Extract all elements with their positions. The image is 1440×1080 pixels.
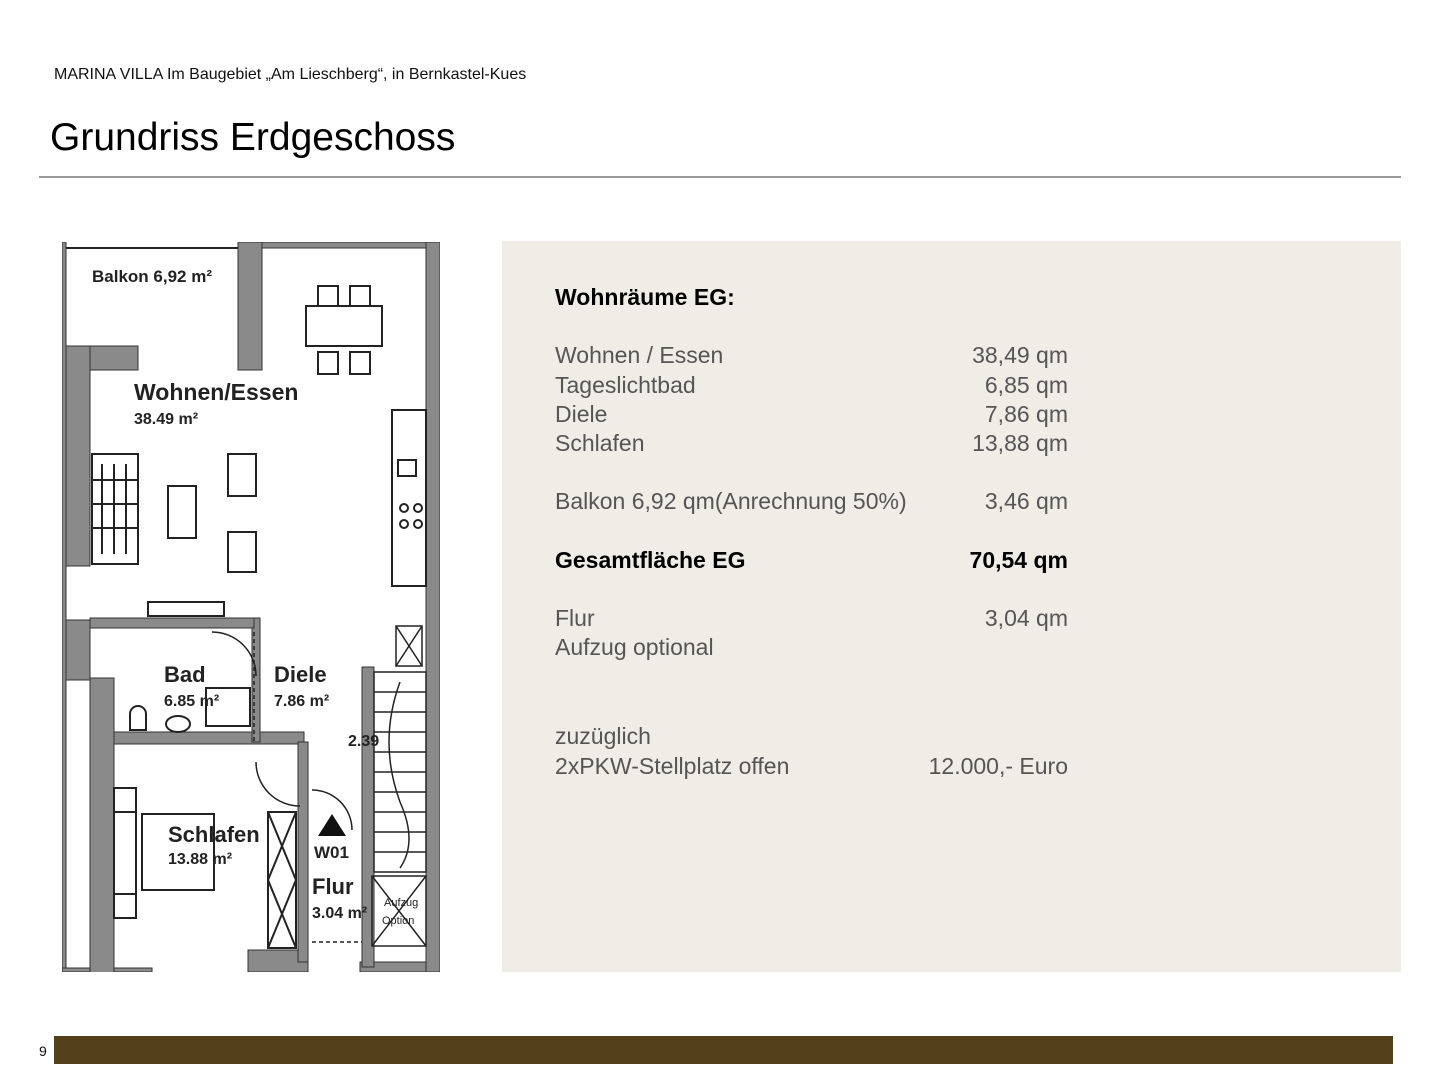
floor-plan — [62, 242, 440, 972]
corridor-area: 3.04 m² — [312, 905, 368, 922]
elevator-label-2: Option — [382, 915, 415, 927]
hall-label: Diele — [274, 662, 327, 687]
area-row-schlafen — [555, 430, 1068, 460]
entrance-label: W01 — [314, 843, 349, 862]
area-summary-panel — [502, 241, 1401, 972]
extra-costs-heading: zuzüglich — [555, 723, 651, 749]
area-row-flur — [555, 605, 1068, 635]
area-row-total — [555, 547, 1068, 577]
footer-bar — [54, 1036, 1393, 1064]
area-row-label: Balkon 6,92 qm(Anrechnung 50%) — [555, 488, 907, 514]
area-row-label: Tageslichtbad — [555, 372, 696, 398]
total-value: 70,54 qm — [969, 547, 1068, 573]
summary-heading: Wohnräume EG: — [555, 284, 735, 310]
parking-row — [555, 753, 1068, 783]
elevator-note: Aufzug optional — [555, 634, 714, 660]
living-room-area: 38.49 m² — [134, 411, 199, 428]
page-title: Grundriss Erdgeschoss — [50, 116, 456, 159]
area-row-value: 3,46 qm — [984, 488, 1068, 514]
area-row-label: Diele — [555, 401, 608, 427]
bedroom-label: Schlafen — [168, 822, 260, 847]
area-row-label: Schlafen — [555, 430, 645, 456]
area-row-value: 3,04 qm — [984, 605, 1068, 631]
bath-area: 6.85 m² — [164, 693, 220, 710]
area-row-value: 7,86 qm — [984, 401, 1068, 427]
bath-label: Bad — [164, 662, 206, 687]
title-divider — [39, 176, 1401, 178]
area-row-value: 13,88 qm — [972, 430, 1068, 456]
area-row-bad — [555, 372, 1068, 402]
balcony-label: Balkon 6,92 m² — [92, 267, 212, 286]
bedroom-area: 13.88 m² — [168, 851, 233, 868]
parking-label: 2xPKW-Stellplatz offen — [555, 753, 790, 779]
area-row-label: Flur — [555, 605, 595, 631]
stair-dimension: 2.39 — [348, 733, 380, 750]
document-subtitle: MARINA VILLA Im Baugebiet „Am Lieschberg“, in Bernkastel-Kues — [54, 66, 527, 83]
page-number: 9 — [39, 1043, 47, 1059]
area-row-wohnen — [555, 342, 1068, 372]
elevator-label-1: Aufzug — [384, 897, 419, 909]
area-row-diele — [555, 401, 1068, 431]
area-row-value: 38,49 qm — [972, 342, 1068, 368]
hall-area: 7.86 m² — [274, 693, 330, 710]
total-label: Gesamtfläche EG — [555, 547, 746, 573]
area-row-label: Wohnen / Essen — [555, 342, 724, 368]
area-row-value: 6,85 qm — [984, 372, 1068, 398]
living-room-label: Wohnen/Essen — [134, 379, 299, 405]
parking-price: 12.000,- Euro — [928, 753, 1068, 779]
corridor-label: Flur — [312, 874, 354, 899]
area-row-balkon — [555, 488, 1068, 518]
